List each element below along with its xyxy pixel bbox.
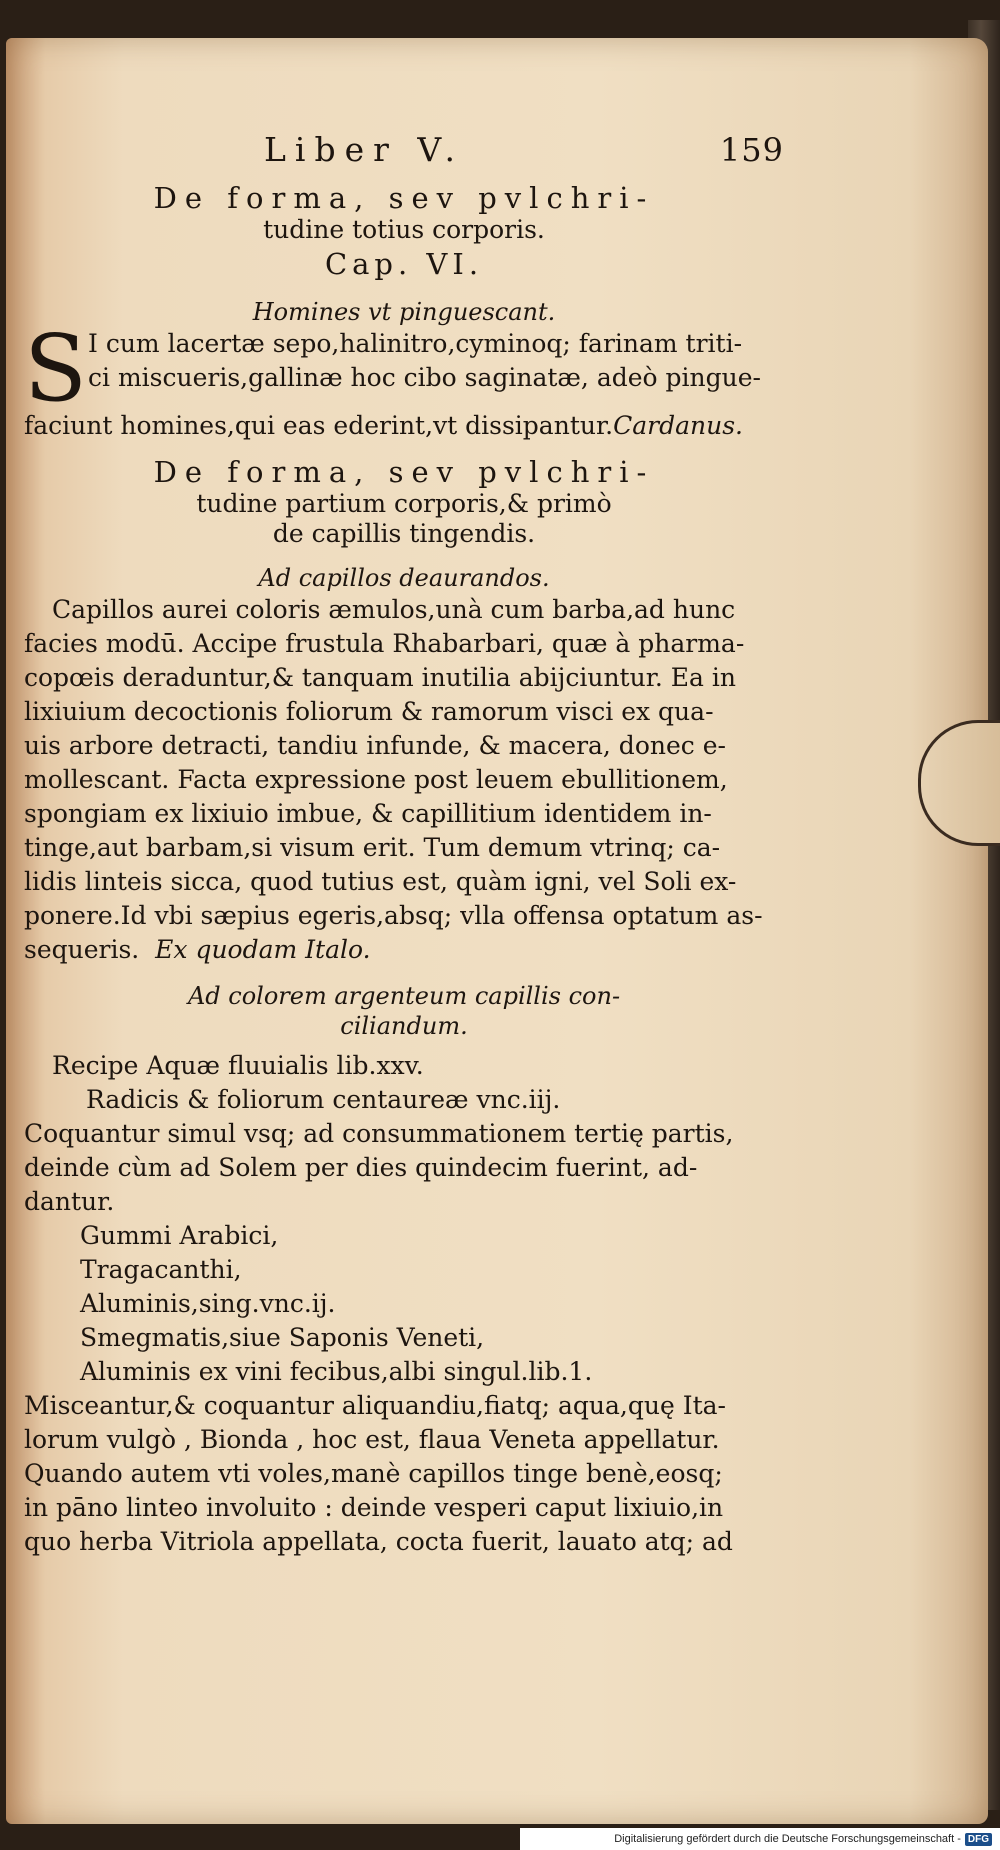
page-number: 159 — [719, 131, 784, 169]
rubric-line: ciliandum. — [340, 1012, 468, 1040]
text-line: mollescant. Facta expressione post leuem ebullitionem, — [24, 765, 728, 794]
page-text — [24, 130, 784, 1559]
text-line: sequeris. — [24, 935, 140, 964]
text-line: lixiuium decoctionis foliorum & ramorum visci ex qua- — [24, 697, 714, 726]
recipe — [24, 1049, 784, 1559]
running-head-title: Liber V. — [264, 130, 464, 169]
text-line: Quando autem vti voles,manè capillos tinge benè,eosq; — [24, 1459, 723, 1488]
section-heading-1-cont: tudine totius corporis. — [263, 215, 545, 244]
rubric-line: Ad colorem argenteum capillis con- — [187, 982, 621, 1010]
text-line: dantur. — [24, 1187, 115, 1216]
rubric-capillos: Ad capillos deaurandos. — [258, 564, 550, 592]
text-line: ci miscueris,gallinæ hoc cibo saginatæ, adeò pingue- — [88, 363, 761, 392]
text-line: tinge,aut barbam,si visum erit. Tum demum vtrinq; ca- — [24, 833, 721, 862]
ingredient-item: Gummi Arabici, — [80, 1221, 279, 1250]
credit-text: Digitalisierung gefördert durch die Deutsche Forschungsgemeinschaft - — [614, 1833, 961, 1845]
ingredient-item: Aluminis,sing.vnc.ij. — [80, 1289, 336, 1318]
paragraph-homines — [24, 315, 784, 443]
text-line: in pāno linteo involuito : deinde vesperi caput lixiuio,in — [24, 1493, 724, 1522]
chapter-label: Cap. VI. — [324, 247, 484, 281]
rubric-homines: Homines vt pinguescant. — [252, 298, 556, 326]
text-line: deinde cùm ad Solem per dies quindecim fuerint, ad- — [24, 1153, 698, 1182]
section-heading-2-cont: de capillis tingendis. — [272, 519, 536, 548]
running-head — [264, 130, 784, 169]
text-line: facies modū. Accipe frustula Rhabarbari, quæ à pharma- — [24, 629, 745, 658]
ingredient-item: Tragacanthi, — [80, 1255, 242, 1284]
text-line: faciunt homines,qui eas ederint,vt dissipantur. — [24, 411, 614, 440]
text-line: I cum lacertæ sepo,halinitro,cyminoq; farinam triti- — [88, 329, 743, 358]
attribution-italo: Ex quodam Italo. — [155, 935, 371, 964]
text-line: spongiam ex lixiuio imbue, & capillitium identidem in- — [24, 799, 712, 828]
text-line: Capillos aurei coloris æmulos,unà cum barba,ad hunc — [52, 595, 736, 624]
text-line: ponere.Id vbi sæpius egeris,absq; vlla offensa optatum as- — [24, 901, 763, 930]
text-line: lidis linteis sicca, quod tutius est, quàm igni, vel Soli ex- — [24, 867, 737, 896]
section-heading-2: De forma, sev pvlchri- — [153, 455, 655, 489]
recipe-line: Radicis & foliorum centaureæ vnc.iij. — [86, 1085, 561, 1114]
text-line: lorum vulgò , Bionda , hoc est, flaua Veneta appellatur. — [24, 1425, 720, 1454]
ingredient-item: Smegmatis,siue Saponis Veneti, — [80, 1323, 485, 1352]
attribution-cardanus: Cardanus. — [613, 411, 743, 440]
rubric-argenteum — [24, 981, 784, 1041]
recipe-line: Recipe Aquæ fluuialis lib.xxv. — [52, 1051, 424, 1080]
text-line: Misceantur,& coquantur aliquandiu,fiatq; aqua,quę Ita- — [24, 1391, 726, 1420]
digitization-credit — [520, 1828, 1000, 1850]
dfg-logo: DFG — [965, 1833, 992, 1846]
text-line: quo herba Vitriola appellata, cocta fuerit, lauato atq; ad — [24, 1527, 733, 1556]
text-line: copœis deraduntur,& tanquam inutilia abijciuntur. Ea in — [24, 663, 736, 692]
paragraph-capillos — [24, 593, 784, 967]
section-heading-2-cont: tudine partium corporis,& primò — [196, 489, 612, 518]
text-line: uis arbore detracti, tandiu infunde, & macera, donec e- — [24, 731, 726, 760]
section-heading-1: De forma, sev pvlchri- — [153, 181, 655, 215]
text-line: Coquantur simul vsq; ad consummationem tertię partis, — [24, 1119, 734, 1148]
ingredient-item: Aluminis ex vini fecibus,albi singul.lib.1. — [80, 1357, 593, 1386]
drop-cap: S — [24, 315, 88, 422]
